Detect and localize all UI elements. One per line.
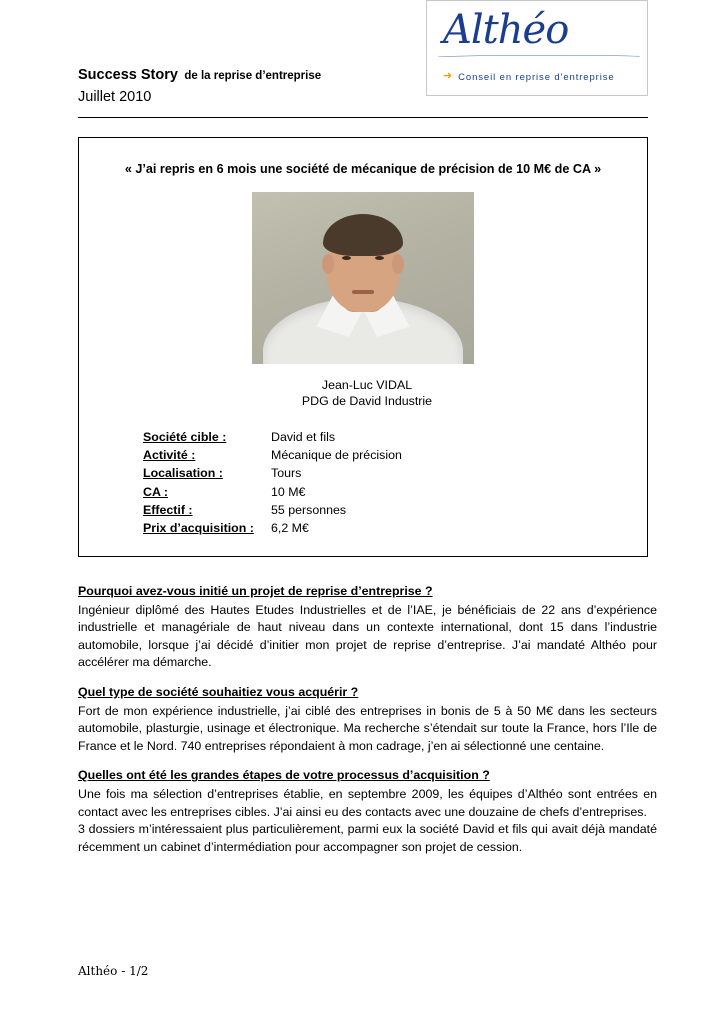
qa-answer-paragraph: Une fois ma sélection d’entreprises établie, en septembre 2009, les équipes d’Althéo sont entrées en contact avec les entreprises cibles. J’ai ainsi eu des contacts avec une douzaine de chefs d’entreprises. [78,787,657,819]
photo-container [93,192,633,364]
qa-block [78,684,657,755]
page-date: Juillet 2010 [78,88,152,105]
qa-question: Quel type de société souhaitiez vous acquérir ? [78,685,359,700]
fact-label: Prix d’acquisition : [143,521,254,536]
story-quote: « J’ai repris en 6 mois une société de mécanique de précision de 10 M€ de CA » [124,162,602,176]
fact-value: 6,2 M€ [271,521,309,536]
logo-wordmark: Althéo [443,7,569,53]
person-name: Jean-Luc VIDAL [321,378,413,392]
person-role: PDG de David Industrie [301,394,433,408]
company-facts-list [143,428,633,537]
qa-answer [78,703,657,756]
fact-row [143,464,633,482]
fact-label: Effectif : [143,502,193,517]
qa-answer-paragraph: Fort de mon expérience industrielle, j’ai ciblé des entreprises in bonis de 5 à 50 M€ dans les secteurs automobile, plasturgie, usinage et électronique. Ma recherche s’étendait sur toute la France, hors l’Ile de France et le Nord. 740 entreprises répondaient à mon cadrage, j’en ai sélectionné une centaine. [78,703,657,753]
qa-block [78,583,657,672]
fact-row [143,501,633,519]
fact-label: Localisation : [143,466,223,481]
document-header [78,0,648,118]
fact-value: 55 personnes [271,502,347,517]
qa-question: Quelles ont été les grandes étapes de votre processus d’acquisition ? [78,768,490,783]
story-highlight-box [78,137,648,557]
fact-label: Activité : [143,448,196,463]
qa-answer-paragraph-2: 3 dossiers m’intéressaient plus particulièrement, parmi eux la société David et fils qui avait déjà mandaté récemment un cabinet d’intermédiation pour accompagner son projet de cession. [78,822,657,854]
logo-swoosh-icon [437,55,641,57]
fact-row [143,519,633,537]
fact-row [143,446,633,464]
qa-question: Pourquoi avez-vous initié un projet de reprise d’entreprise ? [78,584,433,598]
header-divider [78,117,648,118]
page-title-sub: de la reprise d’entreprise [184,70,322,82]
fact-label: Société cible : [143,430,227,444]
qa-answer-paragraph: Ingénieur diplômé des Hautes Etudes Industrielles et de l’IAE, je bénéficiais de 22 ans d’expérience industrielle et managériale de haut niveau dans un contexte international, dont 15 dans l’industrie automobile, lorsque j’ai décidé d’initier mon projet de reprise d’entreprise. J’ai mandaté Althéo pour accélérer ma démarche. [78,602,657,670]
fact-value: Mécanique de précision [271,448,402,463]
arrow-right-icon: ➜ [443,70,454,82]
logo-tagline-row [443,69,615,83]
company-logo [426,0,648,96]
logo-tagline: Conseil en reprise d'entreprise [458,72,615,83]
page-title-main: Success Story [78,67,178,83]
fact-value: 10 M€ [271,484,306,499]
fact-row [143,428,633,446]
fact-value: David et fils [271,430,336,444]
qa-block [78,767,657,856]
fact-label: CA : [143,484,169,499]
fact-row [143,483,633,501]
fact-value: Tours [271,466,302,481]
qa-answer [78,602,657,672]
page-footer: Althéo - 1/2 [78,964,149,978]
header-title-block [78,66,321,108]
article-body [78,583,657,857]
portrait-photo [252,192,474,364]
qa-answer [78,786,657,856]
page-title [78,66,321,86]
